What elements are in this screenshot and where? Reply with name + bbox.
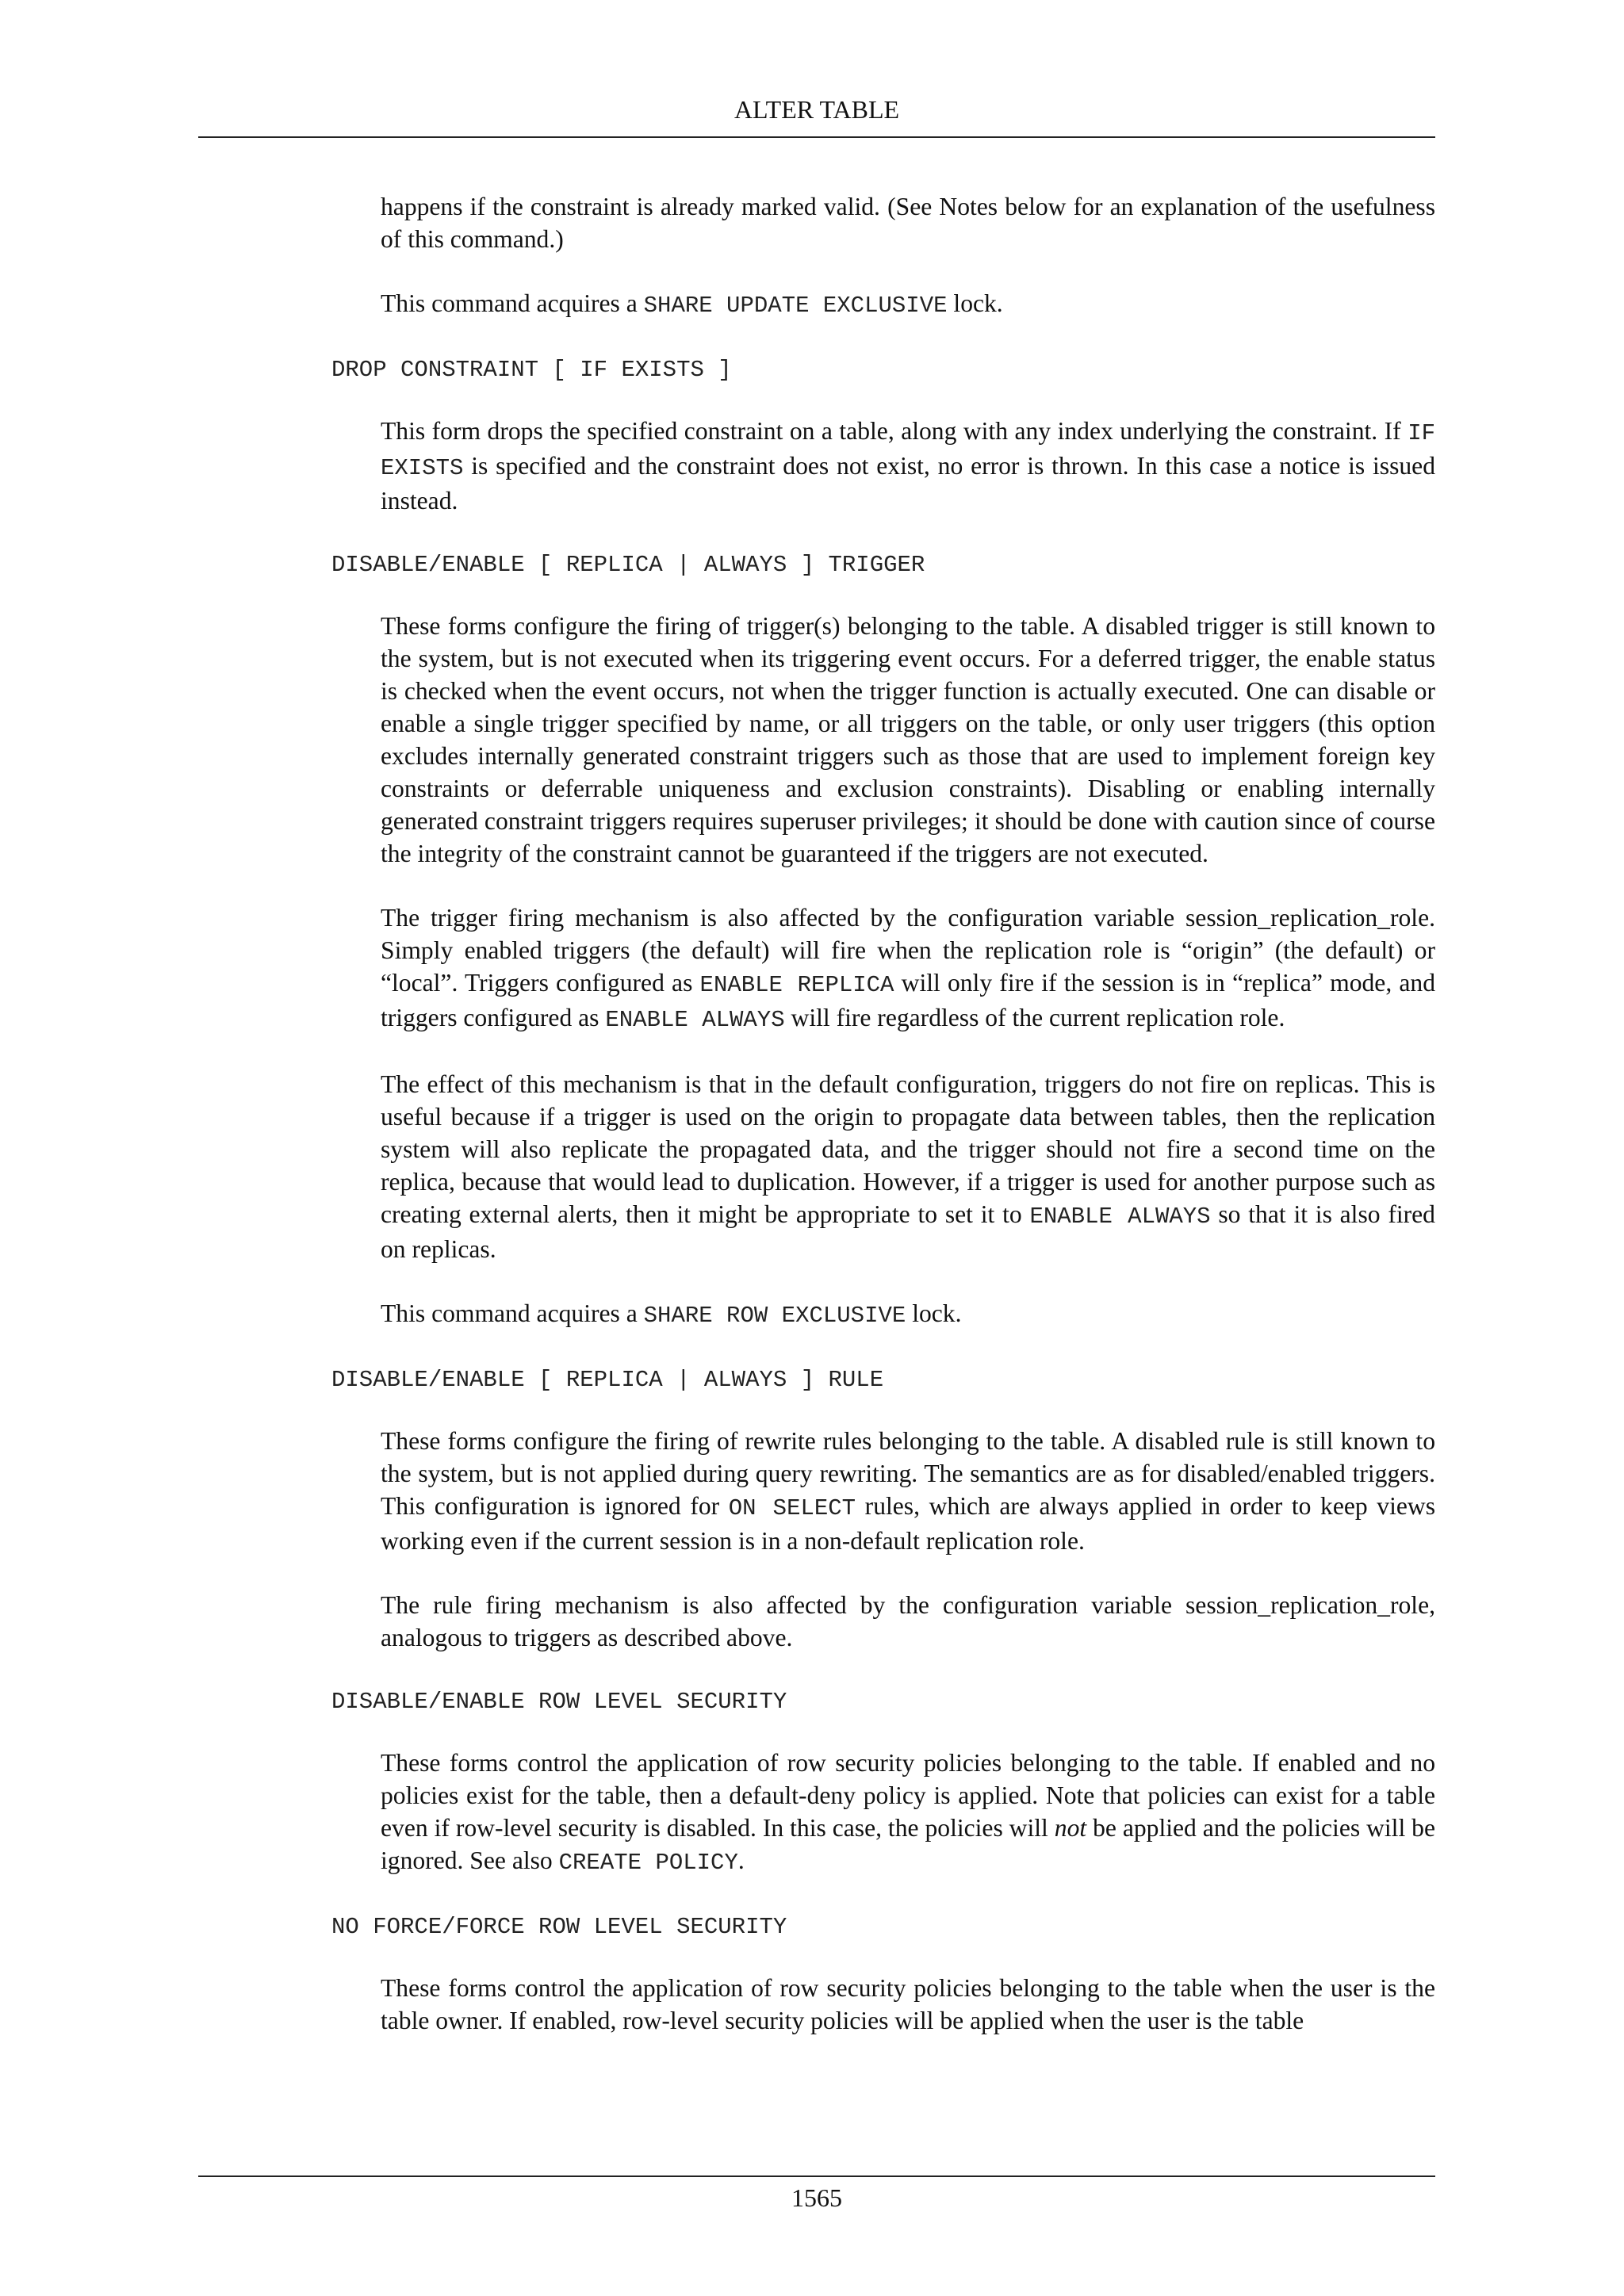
paragraph-lock-share-row [381,1297,1435,1332]
paragraph-trigger-forms [381,610,1435,870]
footer-rule [198,2175,1435,2177]
paragraph-trigger-effect [381,1068,1435,1265]
code-literal: ENABLE REPLICA [699,972,894,998]
text-run: be applied and the policies will be ignored. See also [381,1814,1435,1874]
term-drop-constraint: DROP CONSTRAINT [ IF EXISTS ] [331,357,732,383]
paragraph-rule-forms [381,1425,1435,1557]
header-rule [198,136,1435,138]
paragraph-rule-mechanism [381,1589,1435,1654]
text-run: This form drops the specified constraint on a table, along with any index underlying the constraint. If [381,417,1408,445]
running-header: ALTER TABLE [733,95,900,124]
text-run: happens if the constraint is already marked valid. (See Notes below for an explanation of the usefulness of this command.) [381,193,1435,253]
code-literal: SHARE UPDATE EXCLUSIVE [643,293,948,319]
term-row-level-security: DISABLE/ENABLE ROW LEVEL SECURITY [331,1689,787,1715]
page-number: 1565 [791,2183,842,2212]
text-run: This command acquires a [381,1299,644,1327]
text-run: lock. [947,289,1003,317]
page-body [198,190,1435,2068]
text-run: so that it is also fired on replicas. [381,1200,1435,1263]
term-trigger: DISABLE/ENABLE [ REPLICA | ALWAYS ] TRIGGER [331,552,925,578]
term-force-row-level-security: NO FORCE/FORCE ROW LEVEL SECURITY [331,1914,787,1940]
code-literal: IF EXISTS [381,420,1435,481]
text-run: lock. [906,1299,962,1327]
code-literal: ON SELECT [728,1495,856,1521]
code-literal: CREATE POLICY [558,1850,738,1876]
code-literal: ENABLE ALWAYS [1029,1203,1211,1230]
text-run: The effect of this mechanism is that in the default configuration, triggers do not fire on replicas. This is useful because if a trigger is used on the origin to propagate data between tables, then the replication system will also replicate the propagated data, and the trigger should not fire a second time on the replica, because that would lead to duplication. However, if a trigger is used for another purpose such as creating external alerts, then it might be appropriate to set it to [381,1070,1435,1228]
text-run: rules, which are always applied in order to keep views working even if the current session is in a non-default replication role. [381,1492,1435,1555]
text-run: These forms configure the firing of rewrite rules belonging to the table. A disabled rule is still known to the system, but is not applied during query rewriting. The semantics are as for disabled/enabled triggers. This configuration is ignored for [381,1427,1435,1520]
code-literal: ENABLE ALWAYS [605,1007,785,1033]
text-run: will fire regardless of the current replication role. [784,1004,1285,1031]
term-rule: DISABLE/ENABLE [ REPLICA | ALWAYS ] RULE [331,1367,884,1393]
paragraph-trigger-mechanism [381,901,1435,1036]
code-literal: SHARE ROW EXCLUSIVE [643,1303,906,1329]
paragraph-force-row-security [381,1972,1435,2037]
text-run: These forms configure the firing of trigger(s) belonging to the table. A disabled trigger is still known to the system, but is not executed when its triggering event occurs. For a deferred trigger, the enable status is checked when the event occurs, not when the trigger function is actually executed. One can disable or enable a single trigger specified by name, or all triggers on the table, or only user triggers (this option excludes internally generated constraint triggers such as those that are used to implement foreign key constraints or deferrable uniqueness and exclusion constraints). Disabling or enabling internally generated constraint triggers requires superuser privileges; it should be done with caution since of course the integrity of the constraint cannot be guaranteed if the triggers are not executed. [381,612,1435,867]
paragraph-constraint-valid [381,190,1435,255]
text-run: will only fire if the session is in “replica” mode, and triggers configured as [381,969,1436,1031]
paragraph-row-security [381,1747,1435,1879]
emphasis: not [1054,1814,1087,1842]
text-run: These forms control the application of row security policies belonging to the table. If enabled and no policies exist for the table, then a default-deny policy is applied. Note that policies can exist for a table even if row-level security is disabled. In this case, the policies will [381,1749,1435,1842]
text-run: . [737,1846,745,1874]
text-run: This command acquires a [381,289,644,317]
text-run: The rule firing mechanism is also affected by the configuration variable session_replication_role, analogous to triggers as described above. [381,1591,1435,1651]
text-run: These forms control the application of row security policies belonging to the table when the user is the table owner. If enabled, row-level security policies will be applied when the user is the table [381,1974,1435,2034]
paragraph-lock-share-update [381,287,1435,322]
paragraph-drop-constraint [381,415,1435,517]
text-run: The trigger firing mechanism is also affected by the configuration variable session_replication_role. Simply enabled triggers (the default) will fire when the replication role is “origin” (the default) or “local”. Triggers configured as [381,904,1435,997]
text-run: is specified and the constraint does not exist, no error is thrown. In this case a notice is issued instead. [381,452,1435,515]
